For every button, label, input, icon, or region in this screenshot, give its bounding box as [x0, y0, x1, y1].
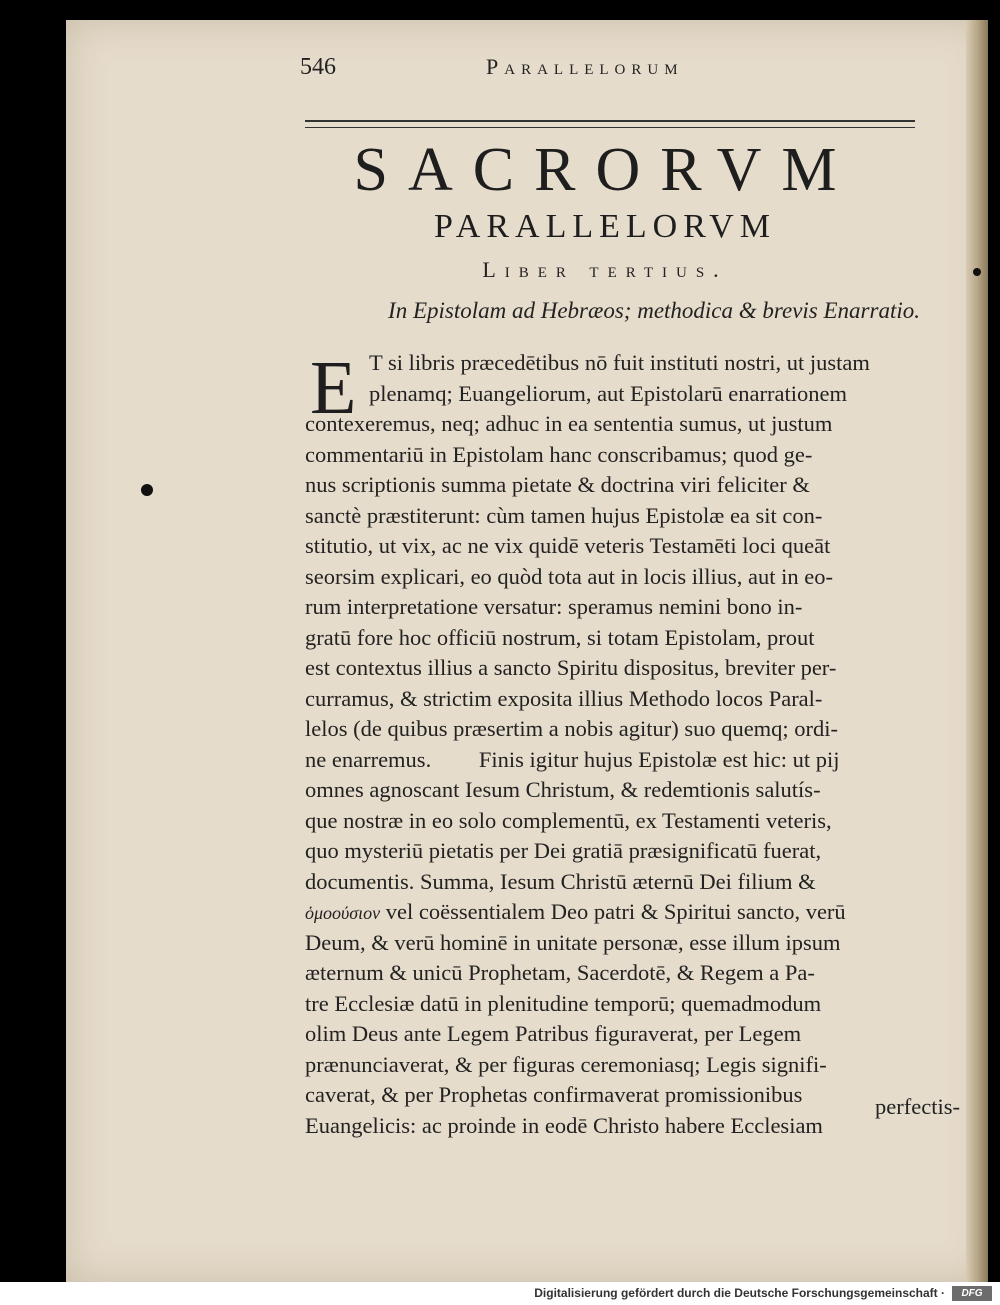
text-line: rum interpretatione versatur: speramus nemini bono in- — [305, 594, 803, 619]
text-line: documentis. Summa, Iesum Christū æternū Dei filium & — [305, 868, 816, 894]
text-line: plenamq; Euangeliorum, aut Epistolarū enarrationem — [369, 380, 847, 406]
body-text — [305, 348, 920, 1141]
text-line: sanctè præstiterunt: cùm tamen hujus Epistolæ ea sit con- — [305, 502, 823, 528]
header-rule-bottom — [305, 127, 915, 128]
page-number: 546 — [300, 54, 336, 80]
text-line: gratū fore hoc officiū nostrum, si totam Epistolam, prout — [305, 624, 815, 650]
text-line: nus scriptionis summa pietate & doctrina viri feliciter & — [305, 472, 810, 497]
text-line-rest: vel coëssentialem Deo patri & Spiritui sancto, verū — [385, 899, 846, 924]
text-line: lelos (de quibus præsertim a nobis agitur) suo quemq; ordi- — [305, 716, 839, 741]
text-line: Euangelicis: ac proinde in eodē Christo habere Ecclesiam — [305, 1112, 823, 1138]
text-line: æternum & unicū Prophetam, Sacerdotē, & Regem a Pa- — [305, 960, 815, 985]
text-line: stitutio, ut vix, ac ne vix quidē veteris Testamēti loci queāt — [305, 533, 831, 558]
text-line: caverat, & per Prophetas confirmaverat promissionibus — [305, 1082, 803, 1107]
text-line: est contextus illius a sancto Spiritu dispositus, breviter per- — [305, 655, 837, 680]
text-line: curramus, & strictim exposita illius Methodo locos Paral- — [305, 685, 823, 711]
text-line: olim Deus ante Legem Patribus figuraverat, per Legem — [305, 1021, 802, 1046]
header-rule-top — [305, 120, 915, 122]
text-line: tre Ecclesiæ datū in plenitudine temporū; quemadmodum — [305, 990, 822, 1016]
book-label: Liber tertius. — [482, 257, 728, 282]
text-line: omnes agnoscant Iesum Christum, & redemtionis salutís- — [305, 777, 821, 802]
text-line: quo mysteriū pietatis per Dei gratiā præsignificatū fuerat, — [305, 838, 822, 863]
margin-dot — [973, 268, 981, 276]
greek-word: ὁμοούσιον — [305, 903, 381, 923]
text-line: commentariū in Epistolam hanc conscribamus; quod ge- — [305, 441, 813, 467]
text-line: contexeremus, neq; adhuc in ea sententia sumus, ut justum — [305, 411, 833, 436]
text-line: seorsim explicari, eo quòd tota aut in locis illius, aut in eo- — [305, 563, 834, 589]
section-subtitle: In Epistolam ad Hebræos; methodica & brevis Enarratio. — [388, 298, 920, 323]
binding-hole-dot — [141, 484, 153, 496]
drop-cap: E — [310, 346, 357, 430]
text-line: que nostræ in eo solo complementū, ex Testamenti veteris, — [305, 807, 832, 833]
text-line — [305, 745, 920, 776]
text-line — [305, 897, 920, 928]
catchword: perfectis- — [875, 1094, 960, 1119]
title-sub: PARALLELORVM — [434, 208, 776, 245]
text-line: T si libris præcedētibus nō fuit instituti nostri, ut justam — [369, 350, 870, 375]
dfg-logo: DFG — [952, 1286, 992, 1301]
footer-credit: Digitalisierung gefördert durch die Deutsche Forschungsgemeinschaft · — [534, 1286, 945, 1300]
footer-bar — [0, 1282, 1000, 1305]
page-edge — [966, 20, 988, 1282]
text-line-tail: Finis igitur hujus Epistolæ est hic: ut pij — [478, 746, 840, 772]
text-line: prænunciaverat, & per figuras ceremoniasq; Legis signifi- — [305, 1051, 827, 1077]
running-head — [300, 50, 800, 90]
text-line-head: ne enarremus. — [305, 746, 432, 772]
title-main: SACRORVM — [353, 136, 857, 204]
running-title: Parallelorum — [486, 54, 684, 79]
text-line: Deum, & verū hominē in unitate personæ, esse illum ipsum — [305, 929, 841, 955]
